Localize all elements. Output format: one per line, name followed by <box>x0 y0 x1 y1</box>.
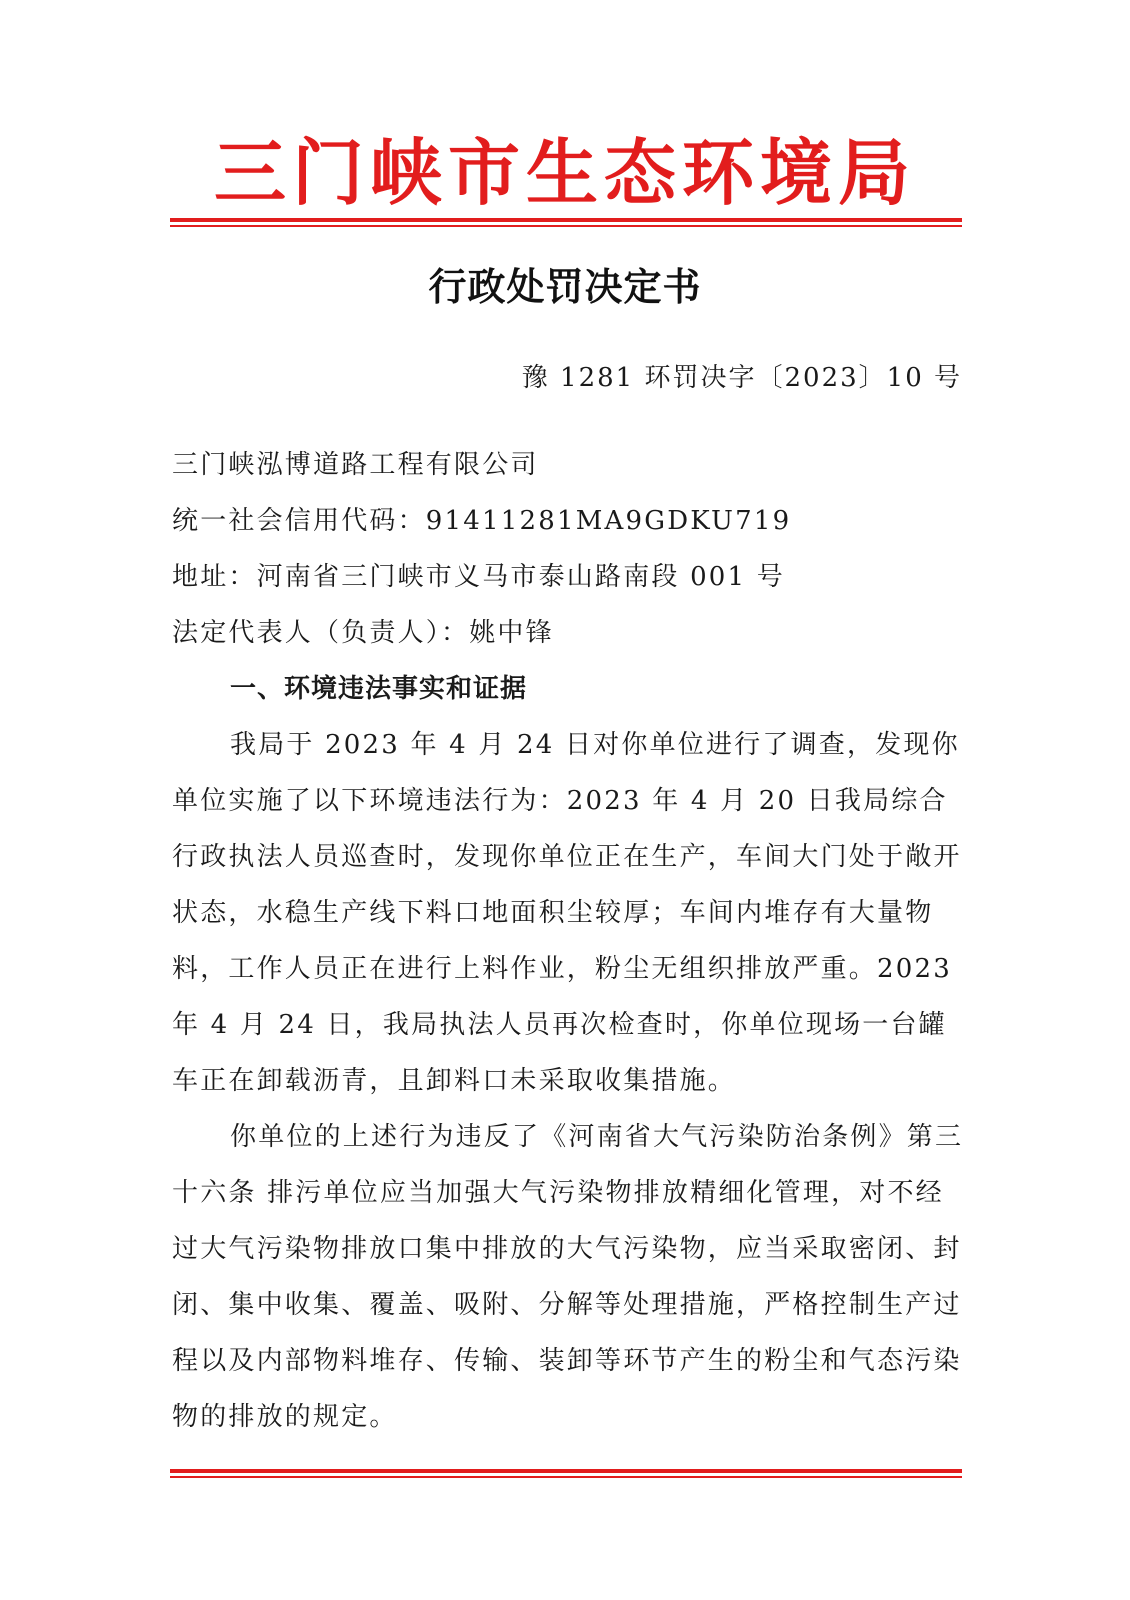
credit-code: 统一社会信用代码：91411281MA9GDKU719 <box>172 506 792 536</box>
section-heading: 一、环境违法事实和证据 <box>230 674 528 704</box>
party-address: 地址：河南省三门峡市义马市泰山路南段 001 号 <box>172 562 785 592</box>
legal-representative: 法定代表人（负责人）：姚中锋 <box>172 618 554 648</box>
party-name: 三门峡泓博道路工程有限公司 <box>172 450 539 480</box>
footer-red-rule <box>170 1469 962 1478</box>
document-body <box>172 437 964 1445</box>
agency-masthead: 三门峡市生态环境局 <box>213 130 916 215</box>
document-number: 豫 1281 环罚决字〔2023〕10 号 <box>521 363 962 393</box>
facts-paragraph: 我局于 2023 年 4 月 24 日对你单位进行了调查，发现你单位实施了以下环境违法行为：2023 年 4 月 20 日我局综合行政执法人员巡查时，发现你单位正在生产，车间大门处于敞开状态，水稳生产线下料口地面积尘较厚；车间内堆存有大量物料，工作人员正在进行上料作业，粉尘无组织排放严重。2023 年 4 月 24 日，我局执法人员再次检查时，你单位现场一台罐车正在卸载沥青，且卸料口未采取收集措施。 <box>172 730 962 1096</box>
masthead-red-rule <box>170 218 962 227</box>
document-title: 行政处罚决定书 <box>428 264 702 309</box>
violation-paragraph: 你单位的上述行为违反了《河南省大气污染防治条例》第三十六条 排污单位应当加强大气污染物排放精细化管理，对不经过大气污染物排放口集中排放的大气污染物，应当采取密闭、封闭、集中收集、覆盖、吸附、分解等处理措施，严格控制生产过程以及内部物料堆存、传输、装卸等环节产生的粉尘和气态污染物的排放的规定。 <box>172 1122 964 1432</box>
